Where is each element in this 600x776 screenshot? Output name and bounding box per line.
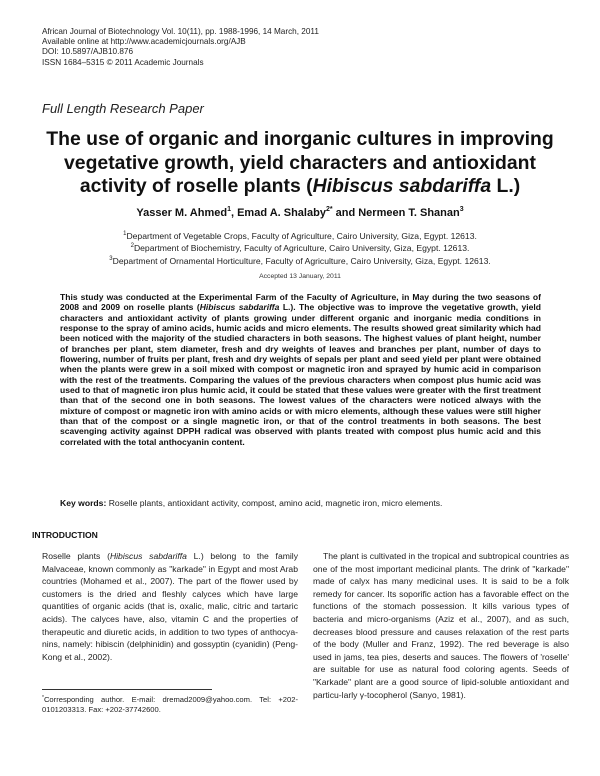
affiliation-text: Department of Ornamental Horticulture, Faculty of Agriculture, Cairo University, Giza, Egypt. 12613. — [112, 255, 491, 266]
title-line-3 — [0, 175, 600, 199]
title-line-3-prefix: activity of roselle plants ( — [79, 175, 313, 197]
abstract-text-part-1: This study was conducted at the Experimental Farm of the Faculty of Agriculture, in May during the two seasons of 2008 and 2009 on roselle plants ( — [60, 292, 541, 313]
corresponding-author-footnote — [42, 693, 298, 715]
affiliation-marker: 3 — [109, 255, 113, 262]
intro-species-name: Hibiscus sabdariffa — [109, 551, 187, 561]
author-list — [0, 206, 600, 219]
paper-type-label: Full Length Research Paper — [42, 101, 204, 116]
intro-paragraph-body: L.) belong to the family Malvaceae, known commonly as "karkade" in Egypt and most Arab countries (Mohamed et al., 2007). The part of the flower used by customers is the dried and fleshly calyces which have large quantities of organic acids (that is, oxalic, malic, citric and tartaric acids). The calyces have, also, vitamin C and the properties of therapeutic and diuretic acids, in addition to two types of anthocya-nins, namely: hibiscin (delphinidin) and gossyptin (cyanidin) (Peng-Kong et al., 2002). — [42, 551, 299, 662]
right-column — [313, 550, 569, 701]
intro-paragraph — [42, 550, 298, 663]
keywords-text: Roselle plants, antioxidant activity, compost, amino acid, magnetic iron, micro elements. — [106, 498, 443, 508]
left-column — [42, 550, 298, 663]
author-name: Nermeen T. Shanan — [358, 207, 460, 219]
accepted-date: Accepted 13 January, 2011 — [259, 273, 341, 280]
abstract-species-name: Hibiscus sabdariffa — [199, 302, 280, 313]
affiliation-text: Department of Biochemistry, Faculty of Agriculture, Cairo University, Giza, Egypt. 12613. — [133, 243, 470, 254]
author-name: Yasser M. Ahmed — [136, 207, 228, 219]
keywords-label: Key words: — [60, 498, 107, 508]
journal-citation-line: African Journal of Biotechnology Vol. 10(11), pp. 1988-1996, 14 March, 2011 — [42, 27, 319, 36]
author-name: Emad A. Shalaby — [237, 207, 326, 219]
species-name: Hibiscus sabdariffa — [312, 175, 492, 197]
author-separator: , — [230, 207, 238, 219]
affiliation-marker: 2 — [130, 243, 134, 250]
affiliation-item — [0, 254, 600, 266]
affiliation-text: Department of Vegetable Crops, Faculty of Agriculture, Cairo University, Giza, Egypt. 12613. — [126, 231, 477, 241]
footnote-text: Corresponding author. E-mail: dremad2009@yahoo.com. Tel: +202-0101203313. Fax: +202-37742600. — [42, 695, 298, 714]
availability-line: Available online at http://www.academicjournals.org/AJB — [42, 37, 246, 47]
issn-line: ISSN 1684–5315 © 2011 Academic Journals — [42, 57, 204, 67]
abstract-text-part-2: L.). The objective was to improve the vegetative growth, yield characters and antioxidant activity of plants growing under different organic and inorganic media conditions in response to the spray of amino acids, humic acids and micro elements. The results showed great similarity which had been noticed with the majority of the studied characters in both seasons. The highest values of plant height, number of branches per plant, stem diameter, fresh and dry weights of leaves and branches per plant, number of days to flowering, number of fruits per plant, fresh and dry weights of sepals per plant and seed yield per plant were obtained when the plants were grew in a soil mixed with compost or magnetic iron and sprayed by humic acid in comparison with the rest of the treatments. Comparing the values of the previous characters when compost plus humic acid was used to that of magnetic iron plus humic acid, it could be stated that these values were greater with the first treatment than that of the second one in both seasons. The lowest values of the characters were noticed always with the mixture of compost or magnetic iron with amino acids or with micro elements, although these values were still higher than that of the compost or a single magnetic iron, or that of the control treatments in both seasons. The best scavenging activity against DPPH radical was observed with plants treated with compost plus humic acid and this correlated with the total anthocyanin content. — [60, 302, 541, 447]
affiliation-list — [0, 229, 600, 266]
author-affiliation-marker: 1 — [227, 206, 231, 213]
author-affiliation-marker: 2* — [325, 206, 333, 213]
introduction-heading: INTRODUCTION — [32, 530, 98, 540]
affiliation-marker: 1 — [123, 231, 127, 237]
doi-line: DOI: 10.5897/AJB10.876 — [42, 47, 134, 57]
author-separator: and — [332, 207, 359, 219]
title-line-1: The use of organic and inorganic cultures in improving — [46, 128, 554, 150]
journal-header — [42, 27, 319, 68]
intro-paragraph-prefix: Roselle plants ( — [42, 551, 110, 561]
affiliation-item — [0, 241, 600, 253]
title-line-3-suffix: L.) — [491, 175, 521, 197]
footnote-marker: * — [42, 695, 44, 701]
title-line-2: vegetative growth, yield characters and antioxidant — [64, 151, 536, 174]
intro-paragraph: The plant is cultivated in the tropical and subtropical countries as one of the most important medicinal plants. The drink of "karkade" made of calyx has many medicinal uses. It is said to be a folk remedy for cancer. Its soporific action has a favorable effect on the functions of the stomach possession. It kills various types of bacteria and micro-organisms (Aziz et al., 2007), and as such, decreases blood pressure and causes relaxation of the rest parts of the body (Muller and Franz, 1992). The red beverage is also used in jams, tea pies, deserts and sauces. The flowers of 'roselle' are suitable for use as natural food coloring agents. Seeds of "Karkade" plant are a good source of lipid-soluble antioxidant and particu-larly γ-tocopherol (Sanyo, 1981). — [313, 551, 570, 700]
affiliation-item — [0, 229, 600, 241]
keywords — [60, 498, 550, 508]
author-affiliation-marker: 3 — [459, 206, 464, 213]
paper-title — [0, 128, 600, 199]
abstract — [60, 292, 541, 447]
footnote-divider — [42, 689, 212, 690]
